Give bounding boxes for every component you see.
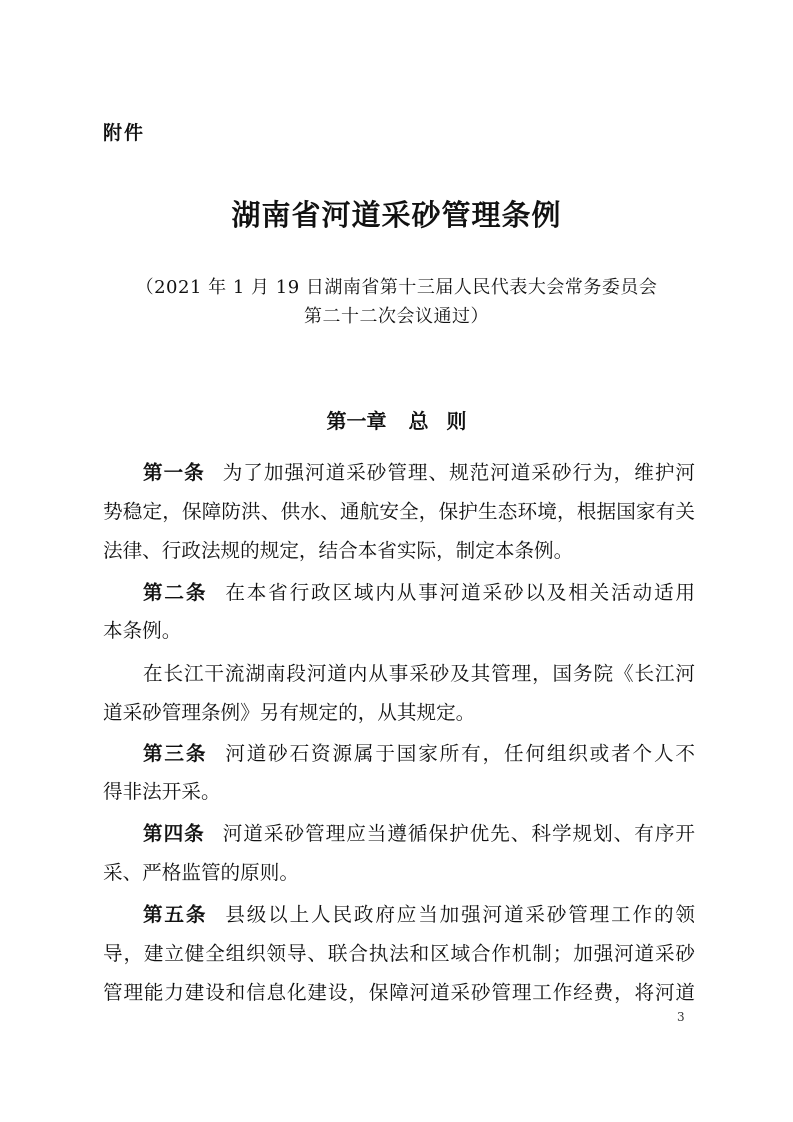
article-2-line-1 — [143, 578, 695, 608]
article-1-line-1 — [143, 458, 695, 488]
chapter-heading — [0, 405, 793, 434]
subtitle-line-2: 第二十二次会议通过） — [304, 306, 489, 327]
article-2-text-1: 在本省行政区域内从事河道采砂以及相关活动适用 — [225, 581, 696, 604]
article-4-label: 第四条 — [143, 822, 205, 845]
article-2-para2-line-1: 在长江干流湖南段河道内从事采砂及其管理，国务院《长江河 — [143, 662, 695, 685]
article-1-line-2: 势稳定，保障防洪、供水、通航安全，保护生态环境，根据国家有关 — [103, 500, 695, 523]
article-5-label: 第五条 — [143, 903, 208, 926]
article-1-line-3: 法律、行政法规的规定，结合本省实际，制定本条例。 — [103, 539, 574, 562]
article-2-para2-line-2: 道采砂管理条例》另有规定的，从其规定。 — [103, 701, 476, 724]
article-3-line-2: 得非法开采。 — [103, 780, 221, 803]
chapter-number: 第一章 — [326, 409, 387, 433]
article-3-line-1 — [143, 739, 695, 769]
article-5-line-3: 管理能力建设和信息化建设，保障河道采砂管理工作经费，将河道 — [103, 981, 695, 1004]
article-1-label: 第一条 — [143, 461, 205, 484]
article-4-text-1: 河道采砂管理应当遵循保护优先、科学规划、有序开 — [222, 822, 696, 845]
article-4-line-2: 采、严格监管的原则。 — [103, 861, 299, 884]
chapter-title-char-1: 总 — [408, 409, 429, 433]
article-4-line-1 — [143, 819, 695, 849]
article-3-text-1: 河道砂石资源属于国家所有，任何组织或者个人不 — [225, 742, 696, 765]
article-5-line-2: 导，建立健全组织领导、联合执法和区域合作机制；加强河道采砂 — [103, 942, 695, 965]
subtitle-line-1: （2021 年 1 月 19 日湖南省第十三届人民代表大会常务委员会 — [135, 277, 658, 298]
document-title: 湖南省河道采砂管理条例 — [231, 198, 562, 232]
attachment-label: 附件 — [103, 122, 146, 144]
chapter-title-char-2: 则 — [446, 409, 467, 433]
article-2-line-2: 本条例。 — [103, 619, 182, 642]
article-1-text-1: 为了加强河道采砂管理、规范河道采砂行为，维护河 — [222, 461, 696, 484]
article-5-line-1 — [143, 900, 695, 930]
page-number: 3 — [677, 1010, 685, 1024]
article-3-label: 第三条 — [143, 742, 208, 765]
article-2-label: 第二条 — [143, 581, 208, 604]
article-5-text-1: 县级以上人民政府应当加强河道采砂管理工作的领 — [225, 903, 696, 926]
